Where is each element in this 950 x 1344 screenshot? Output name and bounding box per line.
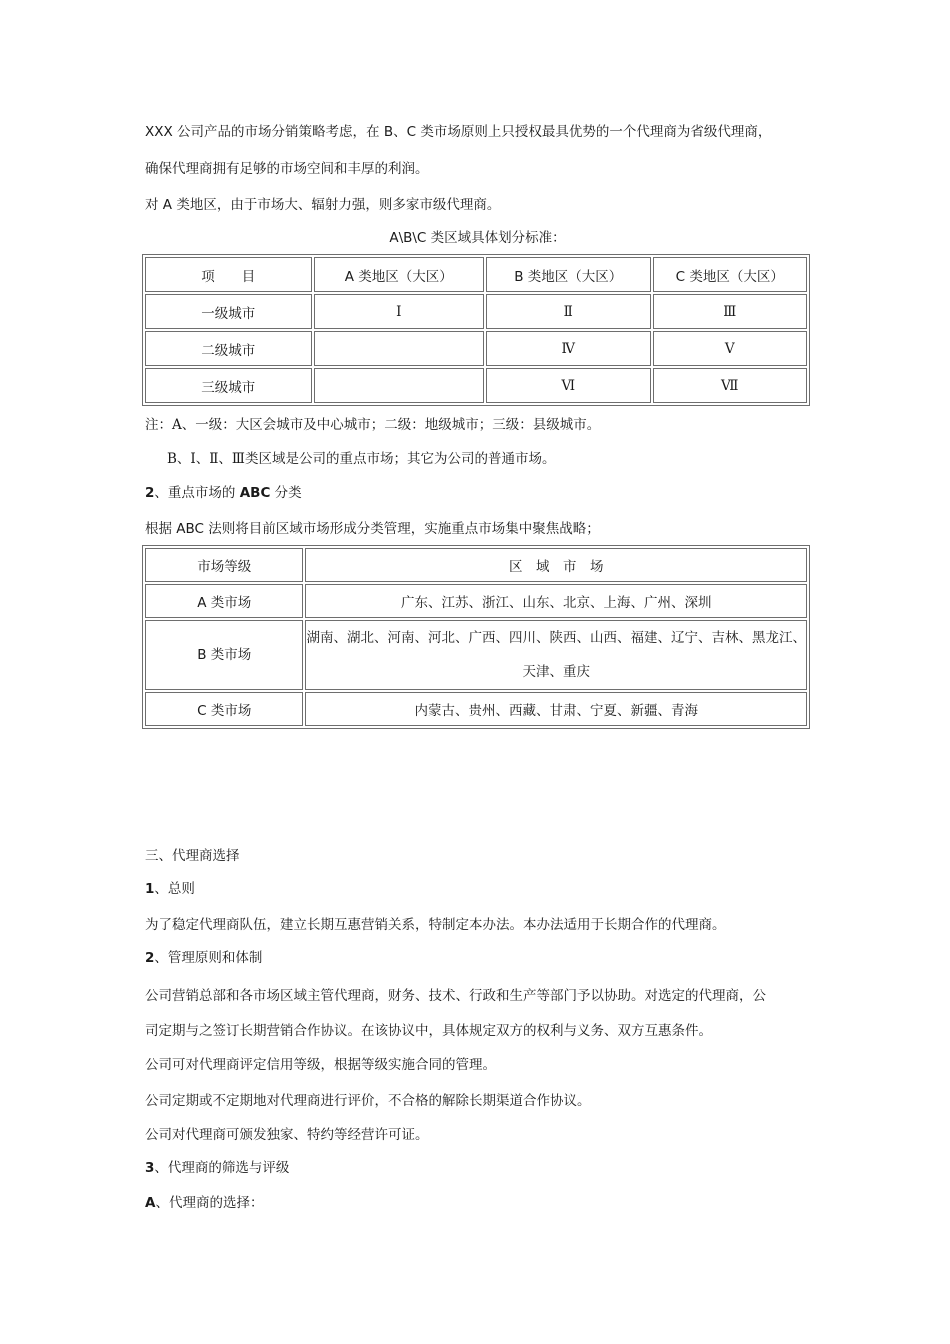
- header-cell: 市场等级: [145, 548, 303, 582]
- note-b: B、Ⅰ、Ⅱ、Ⅲ类区域是公司的重点市场；其它为公司的普通市场。: [167, 451, 556, 467]
- intro-line-1: [145, 122, 771, 142]
- intro-text: 对: [145, 197, 163, 213]
- note-a: 注：A、一级：大区会城市及中心城市；二级：地级城市；三级：县级城市。: [145, 417, 601, 433]
- desc-text: ABC: [176, 521, 204, 537]
- intro-text: XXX: [145, 124, 173, 140]
- table-header-row: [145, 257, 807, 292]
- table-row: [145, 294, 807, 329]
- header-cell: 项 目: [145, 257, 312, 292]
- heading-management: [145, 948, 262, 968]
- intro-line-3: [145, 195, 500, 215]
- table-cell: 内蒙古、贵州、西藏、甘肃、宁夏、新疆、青海: [305, 692, 807, 726]
- heading-number: 2: [145, 485, 155, 501]
- intro-text: 公司产品的市场分销策略考虑，在: [172, 124, 384, 140]
- paragraph-credit: 公司可对代理商评定信用等级，根据等级实施合同的管理。: [145, 1057, 496, 1073]
- table-header-row: [145, 548, 807, 582]
- table1-caption: [145, 228, 810, 248]
- section-2-heading: [145, 483, 302, 503]
- section-3-title: 三、代理商选择: [145, 848, 240, 864]
- table-cell: C 类市场: [145, 692, 303, 726]
- table-cell: 二级城市: [145, 331, 312, 366]
- heading-number: A: [145, 1195, 156, 1211]
- header-cell: C 类地区（大区）: [653, 257, 807, 292]
- table-cell: Ⅲ: [653, 294, 807, 329]
- heading-text: 、重点市场的: [154, 485, 240, 501]
- market-abc-table: [142, 545, 810, 729]
- intro-line-2: 确保代理商拥有足够的市场空间和丰厚的利润。: [145, 161, 429, 177]
- table-row: [145, 368, 807, 403]
- table-cell: [314, 331, 485, 366]
- paragraph-management-1: 公司营销总部和各市场区域主管代理商，财务、技术、行政和生产等部门予以协助。对选定的代理商，公: [145, 988, 766, 1004]
- section-2-description: [145, 519, 600, 539]
- table-cell: 三级城市: [145, 368, 312, 403]
- table-cell: Ⅴ: [653, 331, 807, 366]
- table-cell: Ⅳ: [486, 331, 651, 366]
- desc-text: 法则将目前区域市场形成分类管理，实施重点市场集中聚焦战略；: [203, 521, 600, 537]
- paragraph-general: 为了稳定代理商队伍，建立长期互惠营销关系，特制定本办法。本办法适用于长期合作的代理商。: [145, 917, 726, 933]
- table-cell: [314, 368, 485, 403]
- heading-text: 分类: [270, 485, 302, 501]
- heading-text: 、总则: [154, 881, 195, 897]
- table-cell: B 类市场: [145, 620, 303, 690]
- table-row: [145, 692, 807, 726]
- region-classification-table: [142, 254, 810, 406]
- intro-text: 类地区，由于市场大、辐射力强，则多家市级代理商。: [172, 197, 501, 213]
- table-cell: 广东、江苏、浙江、山东、北京、上海、广州、深圳: [305, 584, 807, 618]
- caption-text: 类区域具体划分标准：: [426, 230, 566, 246]
- table-cell: Ⅰ: [314, 294, 485, 329]
- paragraph-management-2: 司定期与之签订长期营销合作协议。在该协议中，具体规定双方的权利与义务、双方互惠条件。: [145, 1023, 712, 1039]
- heading-selection: [145, 1193, 263, 1213]
- table-cell: 一级城市: [145, 294, 312, 329]
- header-cell: B 类地区（大区）: [486, 257, 651, 292]
- header-cell: 区 域 市 场: [305, 548, 807, 582]
- header-cell: A 类地区（大区）: [314, 257, 485, 292]
- desc-text: 根据: [145, 521, 177, 537]
- table-cell: A 类市场: [145, 584, 303, 618]
- heading-number: 2: [145, 950, 155, 966]
- heading-number: 3: [145, 1160, 155, 1176]
- table-cell: 湖南、湖北、河南、河北、广西、四川、陕西、山西、福建、辽宁、吉林、黑龙江、天津、重庆: [305, 620, 807, 690]
- table-cell: Ⅱ: [486, 294, 651, 329]
- heading-general: [145, 879, 195, 899]
- intro-text: B、C: [383, 124, 417, 140]
- table-cell: Ⅵ: [486, 368, 651, 403]
- paragraph-evaluation: 公司定期或不定期地对代理商进行评价，不合格的解除长期渠道合作协议。: [145, 1093, 591, 1109]
- table-cell: Ⅶ: [653, 368, 807, 403]
- intro-text: A: [162, 197, 173, 213]
- table-row: [145, 584, 807, 618]
- heading-screening: [145, 1158, 289, 1178]
- heading-text: 、代理商的筛选与评级: [154, 1160, 290, 1176]
- heading-text: ABC: [239, 485, 271, 501]
- table-row: [145, 331, 807, 366]
- paragraph-license: 公司对代理商可颁发独家、特约等经营许可证。: [145, 1127, 429, 1143]
- heading-number: 1: [145, 881, 155, 897]
- heading-text: 、代理商的选择：: [155, 1195, 264, 1211]
- table-row: [145, 620, 807, 690]
- caption-text: A\B\C: [389, 230, 427, 246]
- intro-text: 类市场原则上只授权最具优势的一个代理商为省级代理商，: [416, 124, 772, 140]
- heading-text: 、管理原则和体制: [154, 950, 263, 966]
